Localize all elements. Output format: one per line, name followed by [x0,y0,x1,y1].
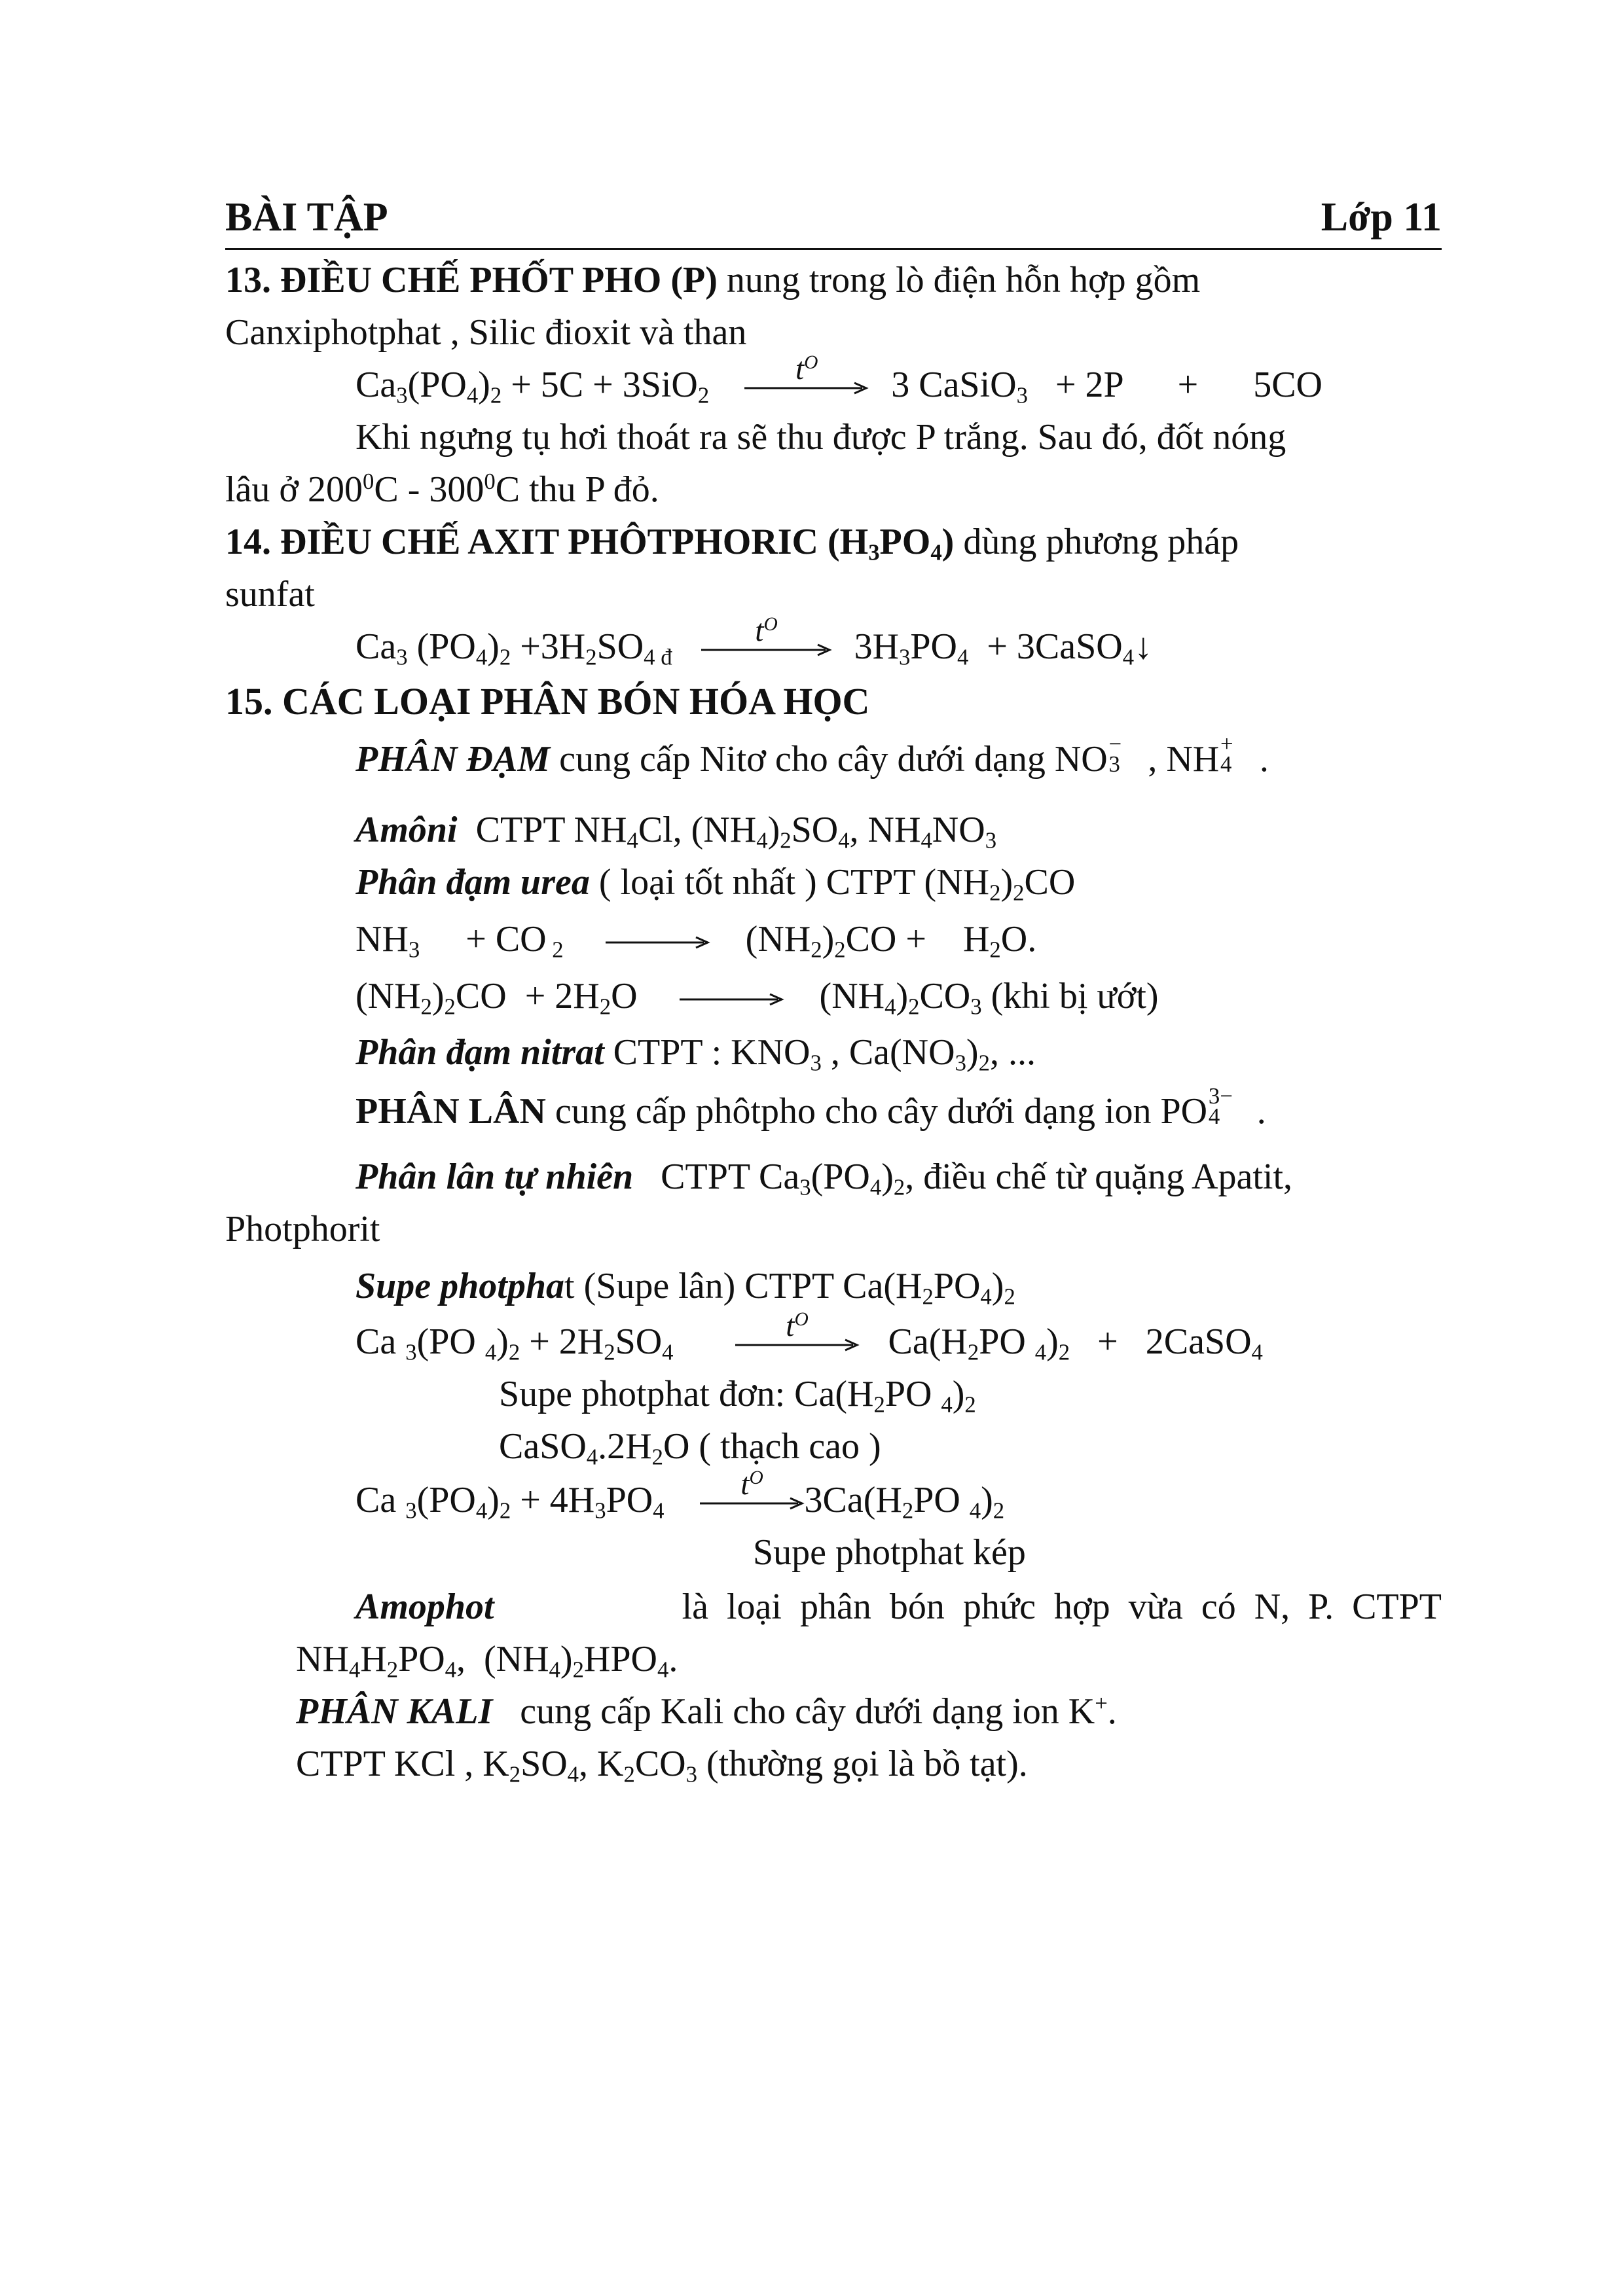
header-left: BÀI TẬP [225,195,388,240]
s13-line1 [225,260,1442,301]
s15-amoni-label: Amôni [356,810,458,850]
s14-line2: sunfat [225,574,315,615]
s13-title: 13. ĐIỀU CHẾ PHỐT PHO (P) [225,260,718,300]
thach-cao-text: O ( thạch cao ) [663,1426,881,1467]
s15-amoni: Amôni CTPT $NH_4Cl$, $(NH_4)_2SO_4$, $NH_4NO_3$ [356,810,997,853]
s15-photphorit: Photphorit [225,1209,380,1249]
s13-equation: $Ca_3(PO_4)_2 + 5C + 3SiO_2$ $t^O$ 3 CaSiO$_3$ + 2P + 5CO [356,351,1322,408]
s13-note2b: C - 300 [374,469,484,510]
s15-supe-t: t [564,1266,575,1306]
s14-line1 [225,522,1442,563]
s15-supe-text: (Supe lân) CTPT Ca(H [583,1266,922,1306]
s15-urea-text: ( loại tốt nhất ) CTPT (NH [598,862,990,903]
s15-lantn-tail: , điều chế từ quặng Apatit, [905,1157,1293,1197]
s15-nitrat: Phân đạm nitrat CTPT : $KNO_3$ , $Ca(NO_3)_2$, ... [356,1032,1036,1076]
s15-supe-eq1: Ca $_3$(PO $_4)_2 + 2H_2SO_4$ $t^O$ $Ca(H_2PO$ $_4)_2$ + 2CaSO$_4$ [356,1308,1263,1365]
s15-urea-eq1: $NH_3$ + CO $_2$ $(NH_2)_2CO$ + $H_2O$. [356,919,1037,963]
s14-arrow [701,613,832,656]
kali-tail-text: (thường gọi là bồ tạt). [706,1744,1028,1784]
urea-wet-note: (khi bị ướt) [991,976,1159,1016]
s15-supe-kep: Supe photphat kép [753,1532,1026,1573]
s15-amophot [356,1587,1442,1628]
s15-dam-text: cung cấp Nitơ cho cây dưới dạng NO [559,739,1108,780]
header-rule [225,248,1442,250]
po4-charge: 3− 4 [1208,1083,1233,1130]
supe-cond-2: $t^O$ [740,1467,763,1501]
s15-urea: Phân đạm urea ( loại tốt nhất ) CTPT $(NH_2)_2CO$ [356,862,1076,906]
s13-prod1: 3 CaSiO [891,365,1017,405]
s15-kali: PHÂN KALI cung cấp Kali cho cây dưới dạng ion K+. [296,1690,1117,1732]
s15-urea-label: Phân đạm urea [356,862,590,903]
urea-arrow-1 [606,936,710,949]
s13-plus: + [1177,365,1199,405]
s13-intro: nung trong lò điện hỗn hợp gồm [726,260,1201,300]
s14-intro: dùng phương pháp [963,522,1239,562]
precipitate-arrow-icon: ↓ [1134,626,1153,667]
s15-lantn-text: CTPT Ca [661,1157,800,1197]
s15-lan-text: cung cấp phôtpho cho cây dưới dạng ion PO [555,1091,1208,1132]
urea-arrow-2 [680,993,784,1006]
s14-title-text: 14. ĐIỀU CHẾ AXIT PHÔTPHORIC (H [225,522,869,562]
s15-thach-cao: $CaSO_4.2H_2O$ ( thạch cao ) [499,1426,881,1470]
s15-urea-eq2: $(NH_2)_2CO + 2H_2O$ $(NH_4)_2CO_3$ (khi bị ướt) [356,976,1159,1020]
supe-arrow-2 [700,1467,805,1510]
s15-kali-ctpt: CTPT KCl , $K_2SO_4$, $K_2CO_3$ (thường gọi là bồ tạt). [296,1744,1028,1787]
s15-nitrat-label: Phân đạm nitrat [356,1032,604,1073]
s15-lan: PHÂN LÂN cung cấp phôtpho cho cây dưới dạng ion PO 3− 4 . [356,1092,1266,1133]
s13-line2: Canxiphotphat , Silic đioxit và than [225,312,747,353]
s14-equation: $Ca_3$ $(PO_4)_2 +3H_2SO_{4 đ}$ $t^O$ $3H_3PO_4$ + 3CaSO$_4$↓ [356,613,1153,670]
supe-don-text: Supe photphat đơn: Ca(H [499,1374,874,1414]
s15-dam: PHÂN ĐẠM cung cấp Nitơ cho cây dưới dạng NO − 3 , NH + 4 . [356,740,1269,781]
s15-supe-label: Supe photpha [356,1266,564,1306]
s13-note2: lâu ở $200^0C - 300^0C$ thu P đỏ. [225,468,659,510]
no3-charge: − 3 [1108,731,1122,778]
s14-cond: $t^O$ [755,613,778,648]
s15-supe-don: Supe photphat đơn: $Ca(H_2PO$ $_4)_2$ [499,1374,976,1418]
s13-note2c: C thu P đỏ. [495,469,659,510]
s15-supe-eq2: Ca $_3(PO_4)_2 + 4H_3PO_4$ $t^O$ $3Ca(H_2PO$ $_4)_2$ [356,1467,1005,1524]
s13-prod3: 5CO [1253,365,1322,405]
s13-note2a: lâu ở 200 [225,469,363,510]
s13-cond: $t^O$ [795,351,818,386]
s15-amophot-text: là loại phân bón phức hợp vừa có N, P. CTPT [682,1587,1442,1627]
s15-amophot-label: Amophot [356,1587,494,1627]
s15-nitrat-text: CTPT : KNO [613,1032,811,1073]
s15-lantn-label: Phân lân tự nhiên [356,1157,634,1197]
s13-prod2: + 2P [1055,365,1123,405]
supe-arrow-1 [735,1308,860,1352]
nh4-charge: + 4 [1220,731,1233,778]
supe-cond-1: $t^O$ [786,1308,809,1343]
s15-title: 15. CÁC LOẠI PHÂN BÓN HÓA HỌC [225,680,870,723]
s14-title: 14. ĐIỀU CHẾ AXIT PHÔTPHORIC $(H_3PO_4)$ [225,522,955,565]
s15-kali-text: cung cấp Kali cho cây dưới dạng ion K [520,1691,1095,1732]
s15-lan-label: PHÂN LÂN [356,1091,546,1132]
s15-lantn: Phân lân tự nhiên CTPT $Ca_3(PO_4)_2$, điều chế từ quặng Apatit, [356,1157,1293,1200]
s15-kali-label: PHÂN KALI [296,1691,493,1732]
s13-note1: Khi ngưng tụ hơi thoát ra sẽ thu được P trắng. Sau đó, đốt nóng [356,417,1286,457]
kali-ctpt-text: CTPT KCl , K [296,1744,509,1784]
s15-supe: Supe photphat (Supe lân) CTPT $Ca(H_2PO_4)_2$ [356,1266,1015,1310]
s15-amophot-formula: $NH_4H_2PO_4$, $(NH_4)_2HPO_4$. [296,1639,678,1683]
s15-dam-label: PHÂN ĐẠM [356,739,551,780]
header-right: Lớp 11 [1321,195,1442,240]
s13-arrow [744,351,869,395]
